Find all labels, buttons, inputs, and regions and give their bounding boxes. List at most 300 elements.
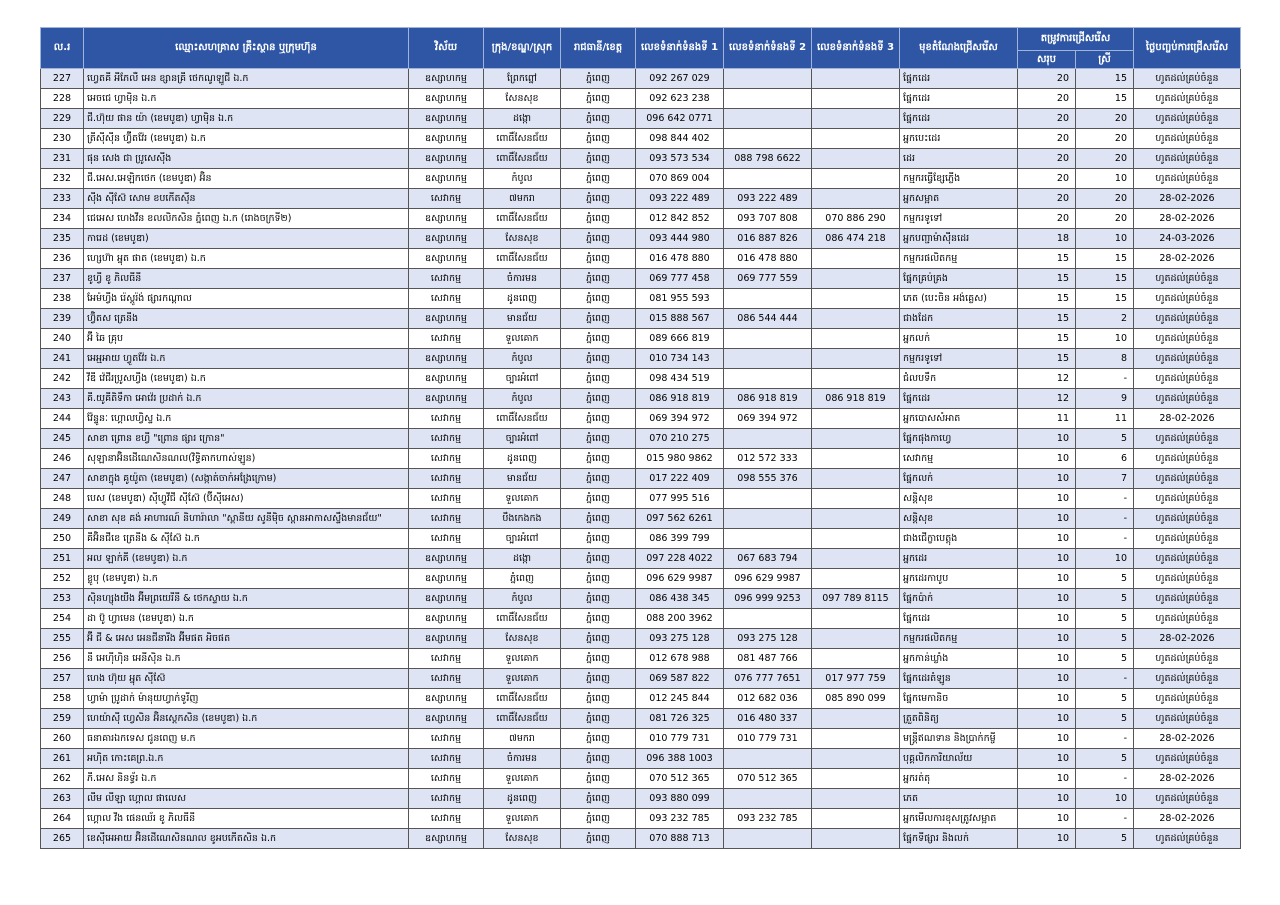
- cell-company: ហ្វ៊ិតស ត្រេនីង: [84, 309, 409, 329]
- cell-sector: សេវាកម្ម: [409, 769, 484, 789]
- cell-phone-1: 016 478 880: [636, 249, 724, 269]
- cell-province: ភ្នំពេញ: [561, 69, 636, 89]
- cell-deadline: ហូតដល់គ្រប់ចំនួន: [1134, 289, 1241, 309]
- cell-female: 5: [1076, 629, 1134, 649]
- cell-no: 262: [41, 769, 84, 789]
- cell-female: 5: [1076, 589, 1134, 609]
- table-row: [41, 529, 1241, 549]
- table-row: [41, 829, 1241, 849]
- cell-position: បុគ្គលិកការិយាល័យ: [900, 749, 1018, 769]
- cell-position: អ្នកដេរកាបូប: [900, 569, 1018, 589]
- cell-phone-2: 088 798 6622: [724, 149, 812, 169]
- cell-female: -: [1076, 729, 1134, 749]
- cell-position: ផ្នែកប៉ាក់: [900, 589, 1018, 609]
- table-row: [41, 289, 1241, 309]
- cell-company: ហ្គោល វីង ផេនឈ័រ ខូ ភិលធីនី: [84, 809, 409, 829]
- cell-phone-2: [724, 289, 812, 309]
- cell-company: ជី.ហ៊ុយ ផាន យ៉ា (ខេមបូឌា) ហ្វាម៉ិន ឯ.ក: [84, 109, 409, 129]
- cell-phone-2: 081 487 766: [724, 649, 812, 669]
- cell-company: អេអ្មអាយ ហ្វូតវ៉ែរ ឯ.ក: [84, 349, 409, 369]
- cell-province: ភ្នំពេញ: [561, 309, 636, 329]
- cell-province: ភ្នំពេញ: [561, 629, 636, 649]
- header-sector: វិស័យ: [409, 28, 484, 69]
- cell-phone-1: 069 394 972: [636, 409, 724, 429]
- table-row: [41, 369, 1241, 389]
- cell-province: ភ្នំពេញ: [561, 169, 636, 189]
- cell-phone-3: [812, 529, 900, 549]
- cell-total: 10: [1018, 829, 1076, 849]
- cell-female: 5: [1076, 569, 1134, 589]
- cell-phone-3: [812, 69, 900, 89]
- cell-deadline: ហូតដល់គ្រប់ចំនួន: [1134, 789, 1241, 809]
- cell-phone-2: 016 478 880: [724, 249, 812, 269]
- cell-phone-3: [812, 769, 900, 789]
- cell-female: 5: [1076, 649, 1134, 669]
- cell-no: 255: [41, 629, 84, 649]
- cell-sector: សេវាកម្ម: [409, 409, 484, 429]
- cell-no: 252: [41, 569, 84, 589]
- cell-position: ផ្នែកដេរ: [900, 89, 1018, 109]
- cell-position: ផ្នែកដេរតំឡូន: [900, 669, 1018, 689]
- cell-deadline: ហូតដល់គ្រប់ចំនួន: [1134, 109, 1241, 129]
- cell-province: ភ្នំពេញ: [561, 369, 636, 389]
- cell-phone-1: 097 562 6261: [636, 509, 724, 529]
- cell-female: -: [1076, 509, 1134, 529]
- cell-female: 15: [1076, 89, 1134, 109]
- cell-deadline: ហូតដល់គ្រប់ចំនួន: [1134, 609, 1241, 629]
- cell-province: ភ្នំពេញ: [561, 789, 636, 809]
- table-row: [41, 709, 1241, 729]
- cell-phone-1: 089 666 819: [636, 329, 724, 349]
- table-row: [41, 429, 1241, 449]
- cell-sector: សេវាកម្ម: [409, 809, 484, 829]
- cell-female: 9: [1076, 389, 1134, 409]
- cell-no: 231: [41, 149, 84, 169]
- cell-total: 20: [1018, 69, 1076, 89]
- cell-phone-1: 069 587 822: [636, 669, 724, 689]
- cell-province: ភ្នំពេញ: [561, 389, 636, 409]
- cell-sector: សេវាកម្ម: [409, 749, 484, 769]
- cell-phone-2: [724, 369, 812, 389]
- cell-phone-2: 067 683 794: [724, 549, 812, 569]
- cell-position: អ្នករត់តុ: [900, 769, 1018, 789]
- header-total: សរុប: [1018, 51, 1076, 69]
- cell-phone-3: [812, 89, 900, 109]
- cell-province: ភ្នំពេញ: [561, 349, 636, 369]
- table-row: [41, 669, 1241, 689]
- cell-deadline: ហូតដល់គ្រប់ចំនួន: [1134, 89, 1241, 109]
- cell-sector: ឧស្សាហកម្ម: [409, 169, 484, 189]
- cell-total: 10: [1018, 429, 1076, 449]
- table-row: [41, 689, 1241, 709]
- cell-company: សាខា ព្រោន ខហ្វី "ព្រោន ផ្សារ ក្រោន": [84, 429, 409, 449]
- cell-phone-3: 085 890 099: [812, 689, 900, 709]
- cell-female: 5: [1076, 609, 1134, 629]
- cell-phone-2: 096 999 9253: [724, 589, 812, 609]
- cell-phone-3: [812, 429, 900, 449]
- cell-phone-1: 093 573 534: [636, 149, 724, 169]
- table-row: [41, 629, 1241, 649]
- cell-phone-1: 012 842 852: [636, 209, 724, 229]
- cell-position: ភេត (បេះចិន អង់គ្លេស): [900, 289, 1018, 309]
- cell-total: 15: [1018, 249, 1076, 269]
- table-body: [41, 69, 1241, 849]
- cell-phone-1: 093 222 489: [636, 189, 724, 209]
- cell-total: 12: [1018, 369, 1076, 389]
- cell-position: ផ្នែកដេរ: [900, 109, 1018, 129]
- cell-deadline: ហូតដល់គ្រប់ចំនួន: [1134, 389, 1241, 409]
- cell-position: អ្នកបោសសំអាត: [900, 409, 1018, 429]
- cell-phone-2: 093 275 128: [724, 629, 812, 649]
- cell-phone-2: 016 887 826: [724, 229, 812, 249]
- cell-no: 240: [41, 329, 84, 349]
- table-row: [41, 509, 1241, 529]
- cell-district: ទួលគោក: [484, 669, 561, 689]
- cell-sector: ឧស្សាហកម្ម: [409, 249, 484, 269]
- cell-female: 15: [1076, 269, 1134, 289]
- cell-province: ភ្នំពេញ: [561, 829, 636, 849]
- cell-no: 239: [41, 309, 84, 329]
- cell-district: ពោធិ៍សែនជ័យ: [484, 609, 561, 629]
- cell-phone-2: 016 480 337: [724, 709, 812, 729]
- cell-phone-2: 010 779 731: [724, 729, 812, 749]
- cell-total: 10: [1018, 489, 1076, 509]
- cell-sector: ឧស្សាហកម្ម: [409, 709, 484, 729]
- table-row: [41, 469, 1241, 489]
- cell-no: 261: [41, 749, 84, 769]
- cell-phone-3: [812, 729, 900, 749]
- cell-phone-1: 010 734 143: [636, 349, 724, 369]
- cell-province: ភ្នំពេញ: [561, 149, 636, 169]
- cell-phone-3: [812, 449, 900, 469]
- cell-total: 15: [1018, 329, 1076, 349]
- cell-company: លីម លីឡា ហ្គោល ផាលេស: [84, 789, 409, 809]
- cell-company: អ៊ី ជី & អេស អេនជីនារីង អ៊ីមផត អិចផត: [84, 629, 409, 649]
- table-row: [41, 189, 1241, 209]
- cell-position: កម្មករទូទៅ: [900, 349, 1018, 369]
- cell-position: សន្តិសុខ: [900, 489, 1018, 509]
- cell-district: ទួលគោក: [484, 329, 561, 349]
- cell-position: កម្មករធ្វើខ្សែភ្លើង: [900, 169, 1018, 189]
- cell-phone-1: 092 623 238: [636, 89, 724, 109]
- cell-position: ជាងដែក: [900, 309, 1018, 329]
- table-row: [41, 569, 1241, 589]
- cell-female: -: [1076, 369, 1134, 389]
- cell-female: 10: [1076, 229, 1134, 249]
- header-province: រាជធានី/ខេត្ត: [561, 28, 636, 69]
- cell-province: ភ្នំពេញ: [561, 649, 636, 669]
- cell-company: អែម៉ហ្វីង រ៉េស្តូរ៉ង់ ផ្សារកណ្តាល: [84, 289, 409, 309]
- cell-total: 20: [1018, 129, 1076, 149]
- cell-province: ភ្នំពេញ: [561, 469, 636, 489]
- cell-phone-2: 012 572 333: [724, 449, 812, 469]
- cell-total: 10: [1018, 589, 1076, 609]
- cell-female: -: [1076, 769, 1134, 789]
- cell-deadline: ហូតដល់គ្រប់ចំនួន: [1134, 649, 1241, 669]
- cell-female: 20: [1076, 209, 1134, 229]
- cell-sector: ឧស្សាហកម្ម: [409, 69, 484, 89]
- cell-total: 20: [1018, 149, 1076, 169]
- cell-phone-1: 070 869 004: [636, 169, 724, 189]
- cell-sector: សេវាកម្ម: [409, 329, 484, 349]
- cell-district: ពោធិ៍សែនជ័យ: [484, 149, 561, 169]
- table-row: [41, 69, 1241, 89]
- table-row: [41, 729, 1241, 749]
- cell-total: 10: [1018, 569, 1076, 589]
- cell-position: អ្នកបេះដេរ: [900, 129, 1018, 149]
- cell-phone-2: [724, 789, 812, 809]
- cell-phone-2: 096 629 9987: [724, 569, 812, 589]
- table-row: [41, 129, 1241, 149]
- cell-phone-3: [812, 169, 900, 189]
- cell-sector: សេវាកម្ម: [409, 289, 484, 309]
- cell-sector: សេវាកម្ម: [409, 269, 484, 289]
- cell-phone-3: [812, 829, 900, 849]
- cell-province: ភ្នំពេញ: [561, 429, 636, 449]
- cell-sector: ឧស្សាហកម្ម: [409, 369, 484, 389]
- cell-phone-3: [812, 569, 900, 589]
- cell-phone-3: 070 886 290: [812, 209, 900, 229]
- cell-phone-3: [812, 269, 900, 289]
- cell-total: 15: [1018, 269, 1076, 289]
- table-row: [41, 649, 1241, 669]
- cell-female: 5: [1076, 709, 1134, 729]
- cell-phone-2: [724, 329, 812, 349]
- cell-company: សាខា សុខ គង់ អាហារណ៍ និហារ៉ាលា "ស្ពានីយ សូនីម៉ិច ស្ពានអាកាសស្ទឹងមានជ័យ": [84, 509, 409, 529]
- cell-province: ភ្នំពេញ: [561, 509, 636, 529]
- cell-district: ទួលគោក: [484, 769, 561, 789]
- cell-sector: សេវាកម្ម: [409, 429, 484, 449]
- cell-sector: សេវាកម្ម: [409, 729, 484, 749]
- table-row: [41, 449, 1241, 469]
- cell-province: ភ្នំពេញ: [561, 529, 636, 549]
- table-row: [41, 269, 1241, 289]
- cell-sector: ឧស្សាហកម្ម: [409, 609, 484, 629]
- cell-company: សុឡានាអ៊ិនដើណេសិនណល(វិទ្ធិគាកហាស់ឡូន): [84, 449, 409, 469]
- cell-position: ភេត: [900, 789, 1018, 809]
- cell-no: 243: [41, 389, 84, 409]
- cell-phone-2: [724, 169, 812, 189]
- cell-no: 246: [41, 449, 84, 469]
- cell-phone-2: 098 555 376: [724, 469, 812, 489]
- header-phone-1: លេខទំនាក់ទំនងទី 1: [636, 28, 724, 69]
- cell-position: សន្តិសុខ: [900, 509, 1018, 529]
- cell-no: 265: [41, 829, 84, 849]
- cell-company: សាខាក្នុង គូយ៉ូតា (ខេមបូឌា) (សង្កាត់ចាក់អង្រែក្រោម): [84, 469, 409, 489]
- cell-total: 20: [1018, 189, 1076, 209]
- cell-phone-1: 012 678 988: [636, 649, 724, 669]
- cell-position: កម្មករផលិតកម្ម: [900, 629, 1018, 649]
- cell-phone-1: 096 388 1003: [636, 749, 724, 769]
- cell-province: ភ្នំពេញ: [561, 129, 636, 149]
- cell-no: 259: [41, 709, 84, 729]
- cell-sector: ឧស្សាហកម្ម: [409, 129, 484, 149]
- cell-phone-1: 070 888 713: [636, 829, 724, 849]
- cell-company: វ៉ែន្ទូនៈ ហ្គោលហ្វិស្ទ ឯ.ក: [84, 409, 409, 429]
- cell-position: ដេរ: [900, 149, 1018, 169]
- cell-phone-2: [724, 129, 812, 149]
- table-row: [41, 489, 1241, 509]
- cell-sector: សេវាកម្ម: [409, 469, 484, 489]
- table-row: [41, 789, 1241, 809]
- cell-deadline: ហូតដល់គ្រប់ចំនួន: [1134, 709, 1241, 729]
- cell-province: ភ្នំពេញ: [561, 289, 636, 309]
- cell-no: 232: [41, 169, 84, 189]
- cell-phone-3: [812, 609, 900, 629]
- cell-total: 10: [1018, 449, 1076, 469]
- cell-company: អហ៊ិត កោះគេព្រ.ឯ.ក: [84, 749, 409, 769]
- cell-province: ភ្នំពេញ: [561, 729, 636, 749]
- cell-sector: សេវាកម្ម: [409, 189, 484, 209]
- cell-company: ខេស៊ីអេអាយ អ៊ិនដើណេសិនណល ខូអបកើតសិន ឯ.ក: [84, 829, 409, 849]
- cell-sector: ឧស្សាហកម្ម: [409, 689, 484, 709]
- cell-no: 249: [41, 509, 84, 529]
- cell-no: 256: [41, 649, 84, 669]
- cell-phone-1: 012 245 844: [636, 689, 724, 709]
- cell-district: កំបូល: [484, 349, 561, 369]
- cell-district: មានជ័យ: [484, 309, 561, 329]
- cell-position: ផ្នែកលក់: [900, 469, 1018, 489]
- cell-deadline: ហូតដល់គ្រប់ចំនួន: [1134, 749, 1241, 769]
- cell-province: ភ្នំពេញ: [561, 229, 636, 249]
- cell-sector: ឧស្សាហកម្ម: [409, 389, 484, 409]
- cell-phone-1: 093 444 980: [636, 229, 724, 249]
- cell-phone-1: 081 955 593: [636, 289, 724, 309]
- cell-female: 5: [1076, 429, 1134, 449]
- cell-sector: ឧស្សាហកម្ម: [409, 209, 484, 229]
- cell-province: ភ្នំពេញ: [561, 549, 636, 569]
- cell-female: 15: [1076, 289, 1134, 309]
- cell-sector: សេវាកម្ម: [409, 509, 484, 529]
- table-row: [41, 769, 1241, 789]
- cell-position: ផ្នែកដេរ: [900, 389, 1018, 409]
- cell-company: ភី.អេស និនទ្ធ័រ ឯ.ក: [84, 769, 409, 789]
- cell-district: ៧មករា: [484, 729, 561, 749]
- cell-total: 10: [1018, 729, 1076, 749]
- table-row: [41, 349, 1241, 369]
- cell-sector: ឧស្សាហកម្ម: [409, 309, 484, 329]
- cell-phone-3: [812, 309, 900, 329]
- cell-sector: សេវាកម្ម: [409, 449, 484, 469]
- cell-company: អេចជេ ហ្វាម៉ិន ឯ.ក: [84, 89, 409, 109]
- cell-district: កំបូល: [484, 589, 561, 609]
- cell-no: 258: [41, 689, 84, 709]
- cell-district: ពោធិ៍សែនជ័យ: [484, 129, 561, 149]
- cell-province: ភ្នំពេញ: [561, 329, 636, 349]
- cell-phone-3: 097 789 8115: [812, 589, 900, 609]
- table-row: [41, 149, 1241, 169]
- cell-phone-2: 069 777 559: [724, 269, 812, 289]
- cell-no: 248: [41, 489, 84, 509]
- cell-district: បឹងកេងកង: [484, 509, 561, 529]
- cell-sector: ឧស្សាហកម្ម: [409, 549, 484, 569]
- cell-phone-3: [812, 629, 900, 649]
- table-row: [41, 389, 1241, 409]
- cell-phone-3: [812, 549, 900, 569]
- cell-no: 237: [41, 269, 84, 289]
- cell-total: 10: [1018, 749, 1076, 769]
- cell-district: សែនសុខ: [484, 829, 561, 849]
- cell-district: កំបូល: [484, 169, 561, 189]
- cell-phone-1: 015 980 9862: [636, 449, 724, 469]
- cell-phone-2: 069 394 972: [724, 409, 812, 429]
- cell-position: ជាងជើក្ខាបេត្តុង: [900, 529, 1018, 549]
- cell-no: 227: [41, 69, 84, 89]
- cell-phone-2: 093 707 808: [724, 209, 812, 229]
- cell-no: 245: [41, 429, 84, 449]
- cell-no: 244: [41, 409, 84, 429]
- cell-total: 10: [1018, 809, 1076, 829]
- cell-phone-2: 076 777 7651: [724, 669, 812, 689]
- cell-company: ដា ប៊ូ ហ្វាមេន (ខេមបូឌា) ឯ.ក: [84, 609, 409, 629]
- cell-company: ស៊ីង ស៊ីស៊ែ សោម ខបកើតស៊ីន: [84, 189, 409, 209]
- cell-sector: សេវាកម្ម: [409, 669, 484, 689]
- cell-district: មានជ័យ: [484, 469, 561, 489]
- cell-deadline: ហូតដល់គ្រប់ចំនួន: [1134, 569, 1241, 589]
- cell-sector: ឧស្សាហកម្ម: [409, 569, 484, 589]
- cell-district: ពោធិ៍សែនជ័យ: [484, 249, 561, 269]
- cell-sector: ឧស្សាហកម្ម: [409, 589, 484, 609]
- cell-province: ភ្នំពេញ: [561, 609, 636, 629]
- cell-total: 12: [1018, 389, 1076, 409]
- cell-province: ភ្នំពេញ: [561, 489, 636, 509]
- cell-female: 20: [1076, 149, 1134, 169]
- cell-no: 264: [41, 809, 84, 829]
- cell-no: 235: [41, 229, 84, 249]
- cell-deadline: ហូតដល់គ្រប់ចំនួន: [1134, 669, 1241, 689]
- cell-phone-3: [812, 709, 900, 729]
- cell-district: ភ្នំពេញ: [484, 569, 561, 589]
- cell-deadline: 28-02-2026: [1134, 729, 1241, 749]
- cell-phone-1: 092 267 029: [636, 69, 724, 89]
- cell-phone-3: [812, 349, 900, 369]
- cell-deadline: 28-02-2026: [1134, 409, 1241, 429]
- cell-district: ច្បារអំពៅ: [484, 529, 561, 549]
- cell-sector: សេវាកម្ម: [409, 489, 484, 509]
- cell-phone-3: [812, 489, 900, 509]
- cell-no: 253: [41, 589, 84, 609]
- header-phone-3: លេខទំនាក់ទំនងទី 3: [812, 28, 900, 69]
- cell-no: 257: [41, 669, 84, 689]
- cell-phone-2: 086 918 819: [724, 389, 812, 409]
- cell-deadline: ហូតដល់គ្រប់ចំនួន: [1134, 829, 1241, 849]
- cell-female: 15: [1076, 249, 1134, 269]
- cell-province: ភ្នំពេញ: [561, 409, 636, 429]
- cell-female: -: [1076, 809, 1134, 829]
- cell-district: ដូនពេញ: [484, 449, 561, 469]
- cell-sector: សេវាកម្ម: [409, 789, 484, 809]
- cell-phone-3: [812, 109, 900, 129]
- cell-company: ជេអេស ហេងវីន ខលលិកសិន ភ្នំពេញ ឯ.ក (រោងចក្រទី២): [84, 209, 409, 229]
- cell-phone-1: 070 512 365: [636, 769, 724, 789]
- cell-position: អ្នកលក់: [900, 329, 1018, 349]
- cell-position: ផ្នែកមេកានិច: [900, 689, 1018, 709]
- table-row: [41, 89, 1241, 109]
- cell-female: 5: [1076, 689, 1134, 709]
- cell-phone-1: 081 726 325: [636, 709, 724, 729]
- cell-total: 10: [1018, 629, 1076, 649]
- cell-company: បេស (ខេមបូឌា) ស៊ីហ្វូវីជី ស៊ីស៊ែ (ប៊ីស៊ីអេស): [84, 489, 409, 509]
- cell-deadline: ហូតដល់គ្រប់ចំនួន: [1134, 429, 1241, 449]
- cell-sector: សេវាកម្ម: [409, 529, 484, 549]
- cell-female: 20: [1076, 189, 1134, 209]
- cell-phone-1: 070 210 275: [636, 429, 724, 449]
- cell-no: 230: [41, 129, 84, 149]
- cell-no: 263: [41, 789, 84, 809]
- cell-phone-3: [812, 649, 900, 669]
- table-row: [41, 589, 1241, 609]
- cell-phone-1: 096 629 9987: [636, 569, 724, 589]
